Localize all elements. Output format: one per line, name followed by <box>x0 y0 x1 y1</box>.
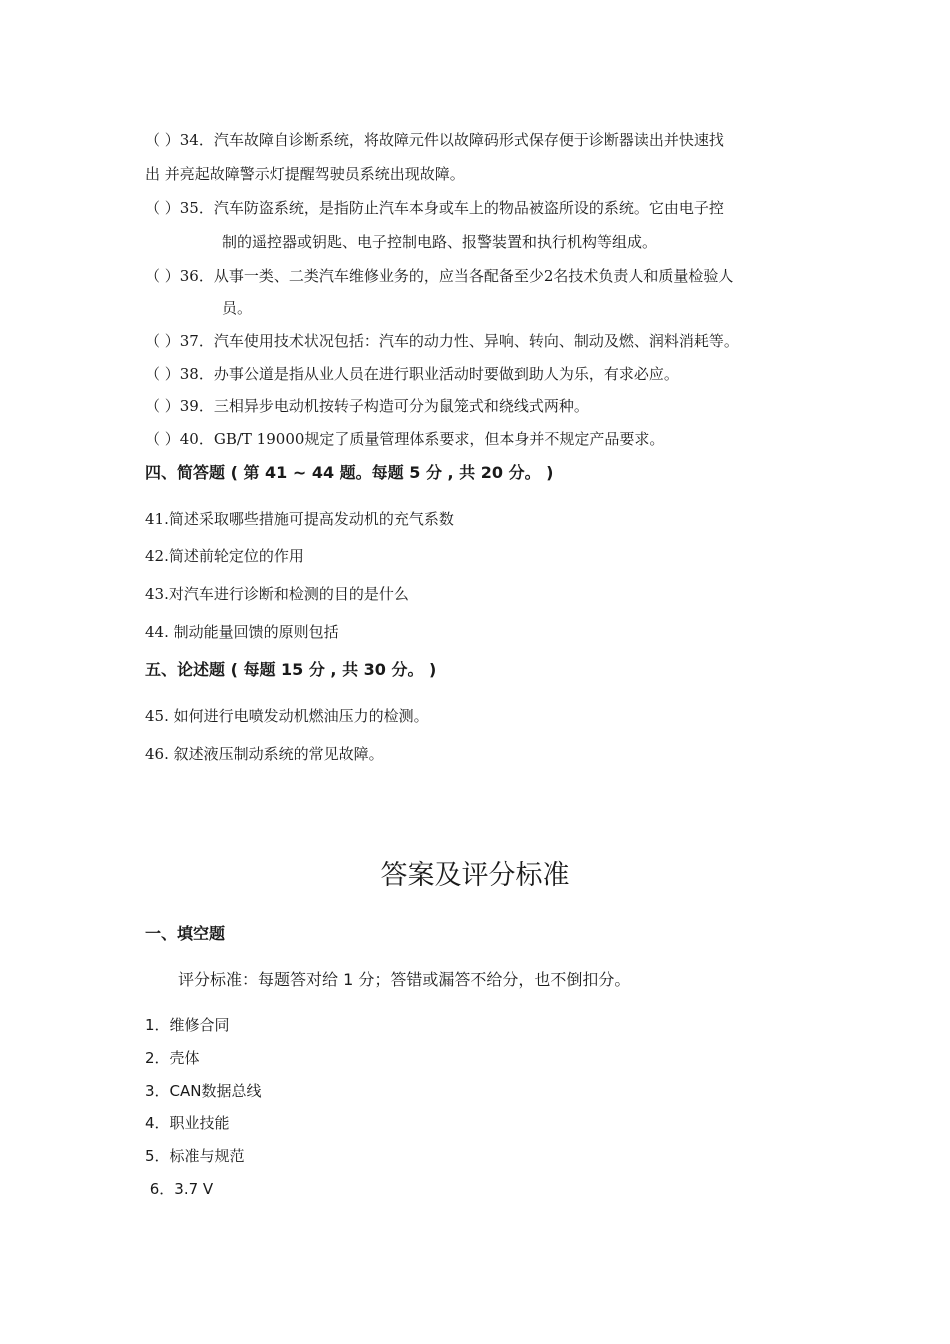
question-45: 45. 如何进行电喷发动机燃油压力的检测。 <box>145 707 429 725</box>
answer-item-3: 3．CAN数据总线 <box>145 1082 262 1100</box>
answer-item-2: 2．壳体 <box>145 1049 200 1067</box>
answer-item-5: 5．标准与规范 <box>145 1147 245 1165</box>
section5-heading: 五、论述题 ( 每题 15 分 , 共 30 分。 ) <box>145 660 437 679</box>
section4-heading: 四、简答题 ( 第 41 ~ 44 题。每题 5 分 , 共 20 分。 ) <box>145 463 554 482</box>
judgment-item-39: （ ）39．三相异步电动机按转子构造可分为鼠笼式和绕线式两种。 <box>145 397 589 415</box>
question-46: 46. 叙述液压制动系统的常见故障。 <box>145 745 384 763</box>
judgment-item-36-line1: （ ）36．从事一类、二类汽车维修业务的，应当各配备至少2名技术负责人和质量检验人 <box>145 267 734 285</box>
question-41: 41.简述采取哪些措施可提高发动机的充气系数 <box>145 510 454 528</box>
answers-section1-heading: 一、填空题 <box>145 924 226 943</box>
judgment-item-34-line1: （ ）34．汽车故障自诊断系统，将故障元件以故障码形式保存便于诊断器读出并快速找 <box>145 131 724 149</box>
judgment-item-37: （ ）37．汽车使用技术状况包括：汽车的动力性、异响、转向、制动及燃、润料消耗等。 <box>145 332 739 350</box>
judgment-item-35-line1: （ ）35．汽车防盗系统，是指防止汽车本身或车上的物品被盗所设的系统。它由电子控 <box>145 199 724 217</box>
answer-item-4: 4．职业技能 <box>145 1114 230 1132</box>
question-43: 43.对汽车进行诊断和检测的目的是什么 <box>145 585 409 603</box>
question-44: 44. 制动能量回馈的原则包括 <box>145 623 339 641</box>
scoring-criteria: 评分标准：每题答对给 1 分；答错或漏答不给分，也不倒扣分。 <box>178 970 631 989</box>
judgment-item-36-line2: 员。 <box>222 299 253 317</box>
question-42: 42.简述前轮定位的作用 <box>145 547 304 565</box>
answer-item-6: 6．3.7 V <box>145 1180 214 1198</box>
judgment-item-38: （ ）38．办事公道是指从业人员在进行职业活动时要做到助人为乐，有求必应。 <box>145 365 679 383</box>
judgment-item-35-line2: 制的遥控器或钥匙、电子控制电路、报警装置和执行机构等组成。 <box>222 233 658 251</box>
judgment-item-40: （ ）40．GB/T 19000规定了质量管理体系要求，但本身并不规定产品要求。 <box>145 430 665 448</box>
judgment-item-34-line2: 出 并亮起故障警示灯提醒驾驶员系统出现故障。 <box>145 165 465 183</box>
answers-title: 答案及评分标准 <box>380 860 570 891</box>
answer-item-1: 1．维修合同 <box>145 1016 230 1034</box>
